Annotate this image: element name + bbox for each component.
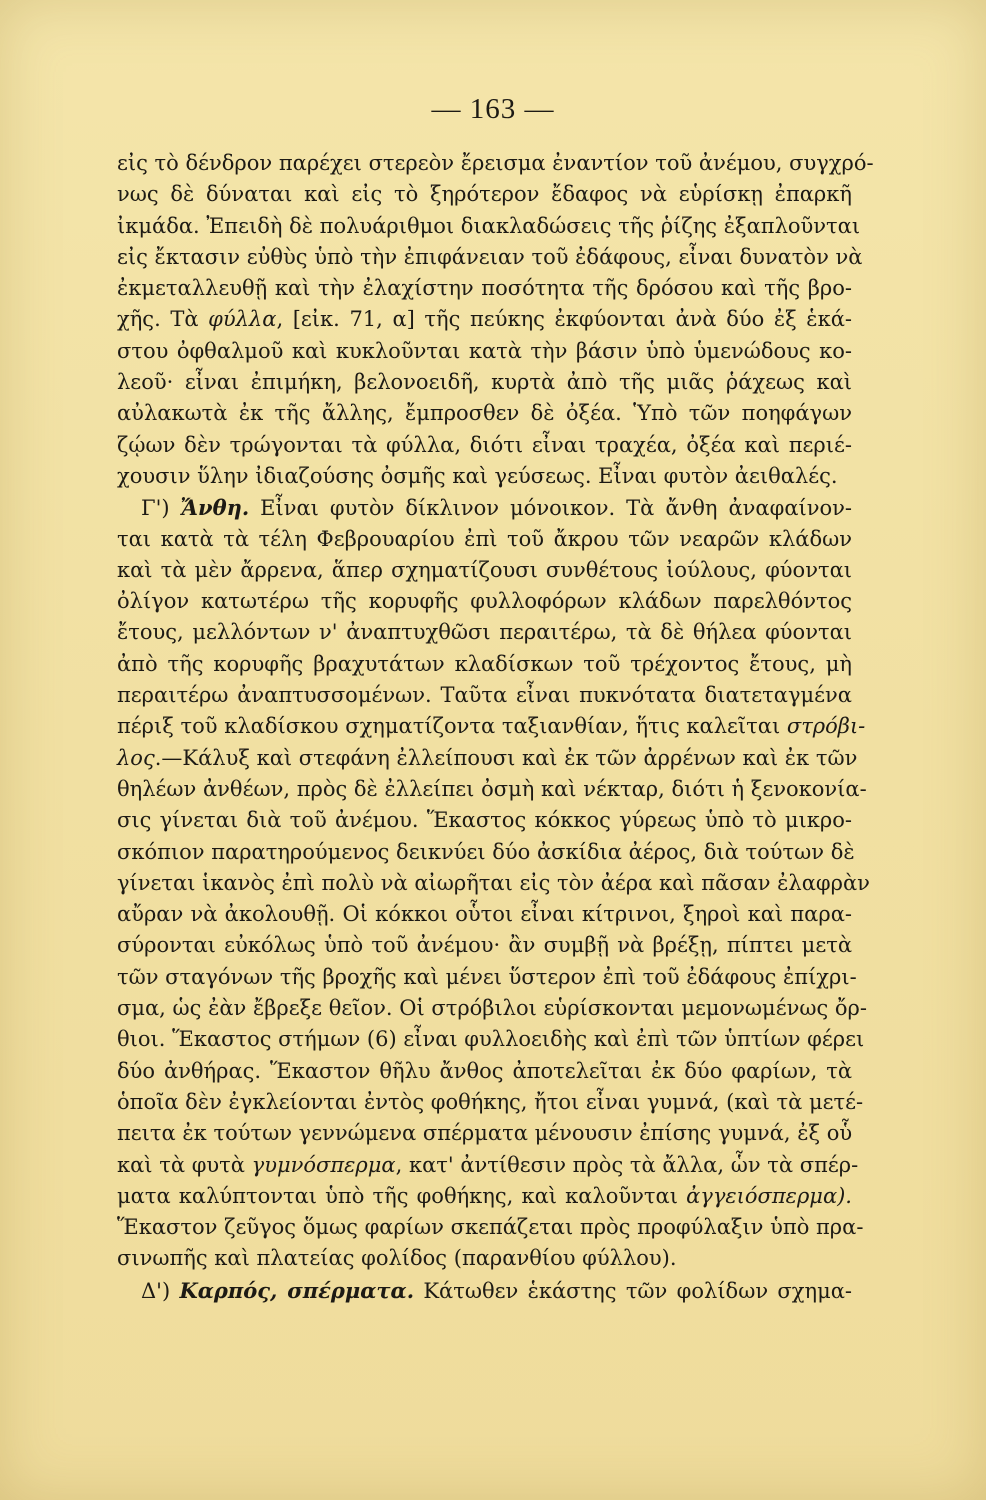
text-line	[117, 211, 861, 242]
text-run: .—Κάλυξ καὶ στεφάνη ἐλλείπουσι καὶ ἐκ τῶν ἀρρένων καὶ ἐκ τῶν	[154, 745, 858, 770]
text-run: ἀπὸ τῆς κορυφῆς βραχυτάτων κλαδίσκων τοῦ τρέχοντος ἔτους, μὴ	[117, 651, 852, 676]
text-run: στου ὀφθαλμοῦ καὶ κυκλοῦνται κατὰ τὴν βάσιν ὑπὸ ὑμενώδους κο-	[117, 338, 852, 363]
text-line	[117, 805, 852, 836]
text-line	[117, 774, 867, 805]
text-run: σινωπῆς καὶ πλατείας φολίδος (παρανθίου φύλλου).	[117, 1246, 677, 1271]
text-run: ἔτους, μελλόντων ν' ἀναπτυχθῶσι περαιτέρω, τὰ δὲ θήλεα φύονται	[117, 620, 852, 645]
text-line	[117, 336, 852, 367]
text-run: θηλέων ἀνθέων, πρὸς δὲ ἐλλείπει ὀσμὴ καὶ νέκταρ, διότι ἡ ξενοκονία-	[117, 776, 867, 801]
text-run: νως δὲ δύναται καὶ εἰς τὸ ξηρότερον ἔδαφος νὰ εὑρίσκῃ ἐπαρκῆ	[117, 182, 852, 207]
emphasized-text: Ἄνθη.	[180, 495, 250, 521]
text-run: Εἶναι φυτὸν δίκλινον μόνοικον. Τὰ ἄνθη ἀναφαίνον-	[249, 496, 853, 521]
text-run: δύο ἀνθήρας. Ἕκαστον θῆλυ ἄνθος ἀποτελεῖται ἐκ δύο φαρίων, τὰ	[117, 1058, 852, 1083]
text-run: σμα, ὡς ἐὰν ἔβρεξε θεῖον. Οἱ στρόβιλοι εὑρίσκονται μεμονωμένως ὄρ-	[117, 996, 867, 1021]
text-run: ἐκμεταλλευθῇ καὶ τὴν ἐλαχίστην ποσότητα τῆς δρόσου καὶ τῆς βρο-	[117, 276, 852, 301]
text-line	[117, 430, 852, 461]
text-line	[117, 962, 857, 993]
text-line	[117, 1181, 852, 1212]
page-number: — 163 —	[431, 93, 555, 125]
emphasized-text: στρόβι-	[786, 714, 866, 739]
text-run: σις γίνεται διὰ τοῦ ἀνέμου. Ἕκαστος κόκκος γύρεως ὑπὸ τὸ μικρο-	[117, 808, 852, 833]
text-run: εἰς ἔκτασιν εὐθὺς ὑπὸ τὴν ἐπιφάνειαν τοῦ ἐδάφους, εἶναι δυνατὸν νὰ	[117, 244, 863, 269]
text-line	[117, 649, 852, 680]
text-run: χῆς. Τὰ	[117, 307, 209, 332]
text-run: ζῴων δὲν τρώγονται τὰ φύλλα, διότι εἶναι τραχέα, ὀξέα καὶ περιέ-	[117, 432, 852, 457]
emphasized-text: φύλλα	[208, 307, 277, 332]
text-run: Ἕκαστον ζεῦγος ὅμως φαρίων σκεπάζεται πρὸς προφύλαξιν ὑπὸ πρα-	[117, 1215, 864, 1240]
text-line	[117, 743, 858, 774]
text-line	[117, 555, 852, 586]
text-run: τῶν σταγόνων τῆς βροχῆς καὶ μένει ὕστερον ἐπὶ τοῦ ἐδάφους ἐπίχρι-	[117, 964, 857, 989]
text-run: σύρονται εὐκόλως ὑπὸ τοῦ ἀνέμου· ἂν συμβῇ νὰ βρέξῃ, πίπτει μετὰ	[117, 933, 852, 958]
text-run: λεοῦ· εἶναι ἐπιμήκη, βελονοειδῆ, κυρτὰ ἀπὸ τῆς μιᾶς ῥάχεως καὶ	[117, 370, 852, 395]
text-line	[117, 868, 870, 899]
text-run: χουσιν ὕλην ἰδιαζούσης ὀσμῆς καὶ γεύσεως. Εἶναι φυτὸν ἀειθαλές.	[117, 463, 838, 488]
text-line	[117, 711, 866, 742]
text-line	[117, 1118, 852, 1149]
text-run: γίνεται ἱκανὸς ἐπὶ πολὺ νὰ αἰωρῆται εἰς τὸν ἀέρα καὶ πᾶσαν ἐλαφρὰν	[117, 870, 870, 895]
emphasized-text: γυμνόσπερμα	[251, 1152, 396, 1177]
text-run: Κάτωθεν ἑκάστης τῶν φολίδων σχημα-	[414, 1278, 852, 1303]
text-line	[117, 837, 855, 868]
text-line	[117, 1243, 852, 1274]
emphasized-text: Καρπός, σπέρματα.	[179, 1277, 415, 1303]
text-run: ται κατὰ τὰ τέλη Φεβρουαρίου ἐπὶ τοῦ ἄκρου τῶν νεαρῶν κλάδων	[117, 526, 852, 551]
text-line	[117, 1087, 864, 1118]
emphasized-text: λος	[117, 745, 155, 770]
text-line	[117, 304, 852, 335]
text-line	[117, 899, 852, 930]
text-run: , κατ' ἀντίθεσιν πρὸς τὰ ἄλλα, ὧν τὰ σπέρ-	[395, 1152, 859, 1177]
text-run: , [εἰκ. 71, α] τῆς πεύκης ἐκφύονται ἀνὰ δύο ἐξ ἑκά-	[276, 307, 852, 332]
text-line	[117, 1024, 865, 1055]
text-line	[117, 398, 852, 429]
text-line	[117, 179, 852, 210]
text-run: ματα καλύπτονται ὑπὸ τῆς φοθήκης, καὶ καλοῦνται	[117, 1183, 687, 1208]
text-run: πειτα ἐκ τούτων γεννώμενα σπέρματα μένουσιν ἐπίσης γυμνά, ἐξ οὗ	[117, 1121, 853, 1146]
text-line	[117, 617, 852, 648]
text-run: εἰς τὸ δένδρον παρέχει στερεὸν ἔρεισμα ἐναντίον τοῦ ἀνέμου, συγχρό-	[117, 151, 874, 175]
text-line	[117, 1275, 852, 1306]
text-line	[117, 1212, 864, 1243]
text-run: καὶ τὰ μὲν ἄρρενα, ἅπερ σχηματίζουσι συνθέτους ἰούλους, φύονται	[117, 557, 852, 582]
text-line	[117, 461, 852, 492]
text-run: σκόπιον παρατηρούμενος δεικνύει δύο ἀσκίδια ἀέρος, διὰ τούτων δὲ	[117, 839, 855, 864]
text-run: αὔραν νὰ ἀκολουθῇ. Οἱ κόκκοι οὗτοι εἶναι κίτρινοι, ξηροὶ καὶ παρα-	[117, 902, 852, 927]
text-line	[117, 148, 874, 179]
text-line	[117, 492, 852, 523]
text-line	[117, 680, 852, 711]
text-run: ἰκμάδα. Ἐπειδὴ δὲ πολυάριθμοι διακλαδώσεις τῆς ῥίζης ἐξαπλοῦνται	[117, 213, 861, 238]
emphasized-text: ἀγγειόσπερμα).	[686, 1183, 852, 1208]
text-line	[117, 524, 852, 555]
text-run: Γ')	[141, 496, 181, 521]
text-run: πέριξ τοῦ κλαδίσκου σχηματίζοντα ταξιανθίαν, ἥτις καλεῖται	[117, 714, 787, 739]
text-line	[117, 1056, 852, 1087]
text-run: περαιτέρω ἀναπτυσσομένων. Ταῦτα εἶναι πυκνότατα διατεταγμένα	[117, 683, 852, 708]
text-run: ὀλίγον κατωτέρω τῆς κορυφῆς φυλλοφόρων κλάδων παρελθόντος	[117, 589, 852, 614]
text-run: αὐλακωτὰ ἐκ τῆς ἄλλης, ἔμπροσθεν δὲ ὀξέα. Ὑπὸ τῶν ποηφάγων	[117, 401, 852, 426]
text-line	[117, 586, 852, 617]
text-run: καὶ τὰ φυτὰ	[117, 1152, 252, 1177]
text-run: θιοι. Ἕκαστος στήμων (6) εἶναι φυλλοειδὴς καὶ ἐπὶ τῶν ὑπτίων φέρει	[117, 1027, 865, 1052]
text-line	[117, 1150, 859, 1181]
text-run: Δ')	[141, 1278, 180, 1303]
text-line	[117, 367, 852, 398]
text-run: ὁποῖα δὲν ἐγκλείονται ἐντὸς φοθήκης, ἤτοι εἶναι γυμνά, (καὶ τὰ μετέ-	[117, 1089, 864, 1114]
body-text	[117, 148, 874, 1306]
text-line	[117, 242, 863, 273]
text-line	[117, 930, 852, 961]
text-line	[117, 993, 867, 1024]
text-line	[117, 273, 852, 304]
